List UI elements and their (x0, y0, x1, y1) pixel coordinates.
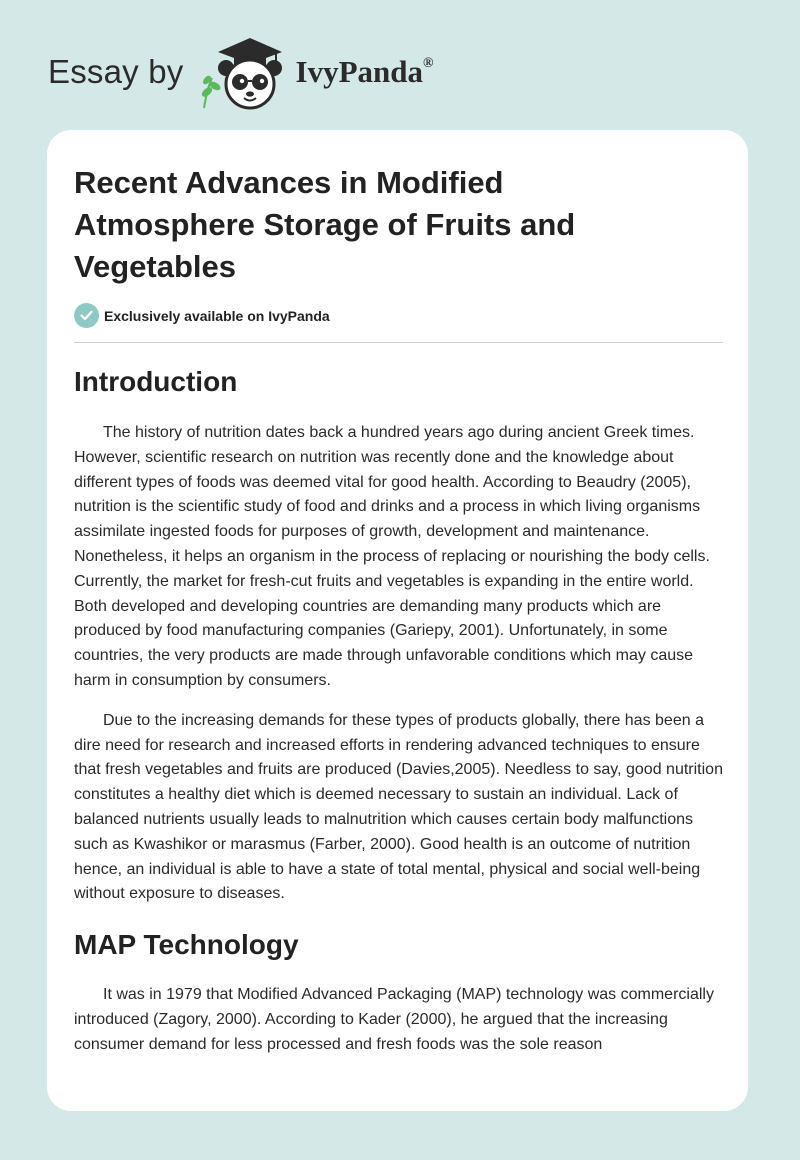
exclusive-badge-label: Exclusively available on IvyPanda (104, 307, 330, 324)
exclusive-badge (74, 303, 723, 328)
brand-name[interactable]: IvyPanda® (295, 54, 434, 89)
essay-by-label: Essay by (48, 53, 184, 90)
leaf-icon (200, 74, 222, 108)
essay-card (47, 130, 748, 1111)
essay-content (74, 162, 723, 1058)
paragraph: Due to the increasing demands for these types of products globally, there has been a dire need for research and increased efforts in rendering advanced techniques to ensure that fresh vegetables and fruits are produced (Davies,2005). Needless to say, good nutrition constitutes a healthy diet which is deemed necessary to sustain an individual. Lack of balanced nutrients usually leads to malnutrition which causes certain body malfunctions such as Kwashikor or marasmus (Farber, 2000). Good health is an outcome of nutrition hence, an individual is able to have a state of total mental, physical and social well-being without exposure to diseases. (74, 711, 723, 903)
site-header (48, 34, 433, 110)
title-divider (74, 342, 723, 343)
section-heading-map-technology: MAP Technology (74, 929, 299, 961)
paragraph: The history of nutrition dates back a hundred years ago during ancient Greek times. However, scientific research on nutrition was recently done and the knowledge about different types of foods was deemed vital for good health. According to Beaudry (2005), nutrition is the scientific study of food and drinks and a process in which living organisms assimilate ingested foods for purposes of growth, development and maintenance. Nonetheless, it helps an organism in the process of replacing or nourishing the body cells. Currently, the market for fresh-cut fruits and vegetables is expanding in the entire world. Both developed and developing countries are demanding many products which are produced by food manufacturing companies (Gariepy, 2001). Unfortunately, in some countries, the very products are made through unfavorable conditions which may cause harm in consumption by consumers. (74, 424, 710, 689)
section-heading-introduction: Introduction (74, 366, 238, 397)
paragraph: It was in 1979 that Modified Advanced Packaging (MAP) technology was commercially introduced (Zagory, 2000). According to Kader (2000), he argued that the increasing consumer demand for less processed and fresh foods was the sole reason (74, 986, 714, 1053)
panda-logo-icon[interactable] (198, 34, 290, 110)
essay-title: Recent Advances in Modified Atmosphere Storage of Fruits and Vegetables (74, 165, 576, 284)
check-circle-icon (74, 303, 99, 328)
registered-mark: ® (422, 56, 434, 71)
